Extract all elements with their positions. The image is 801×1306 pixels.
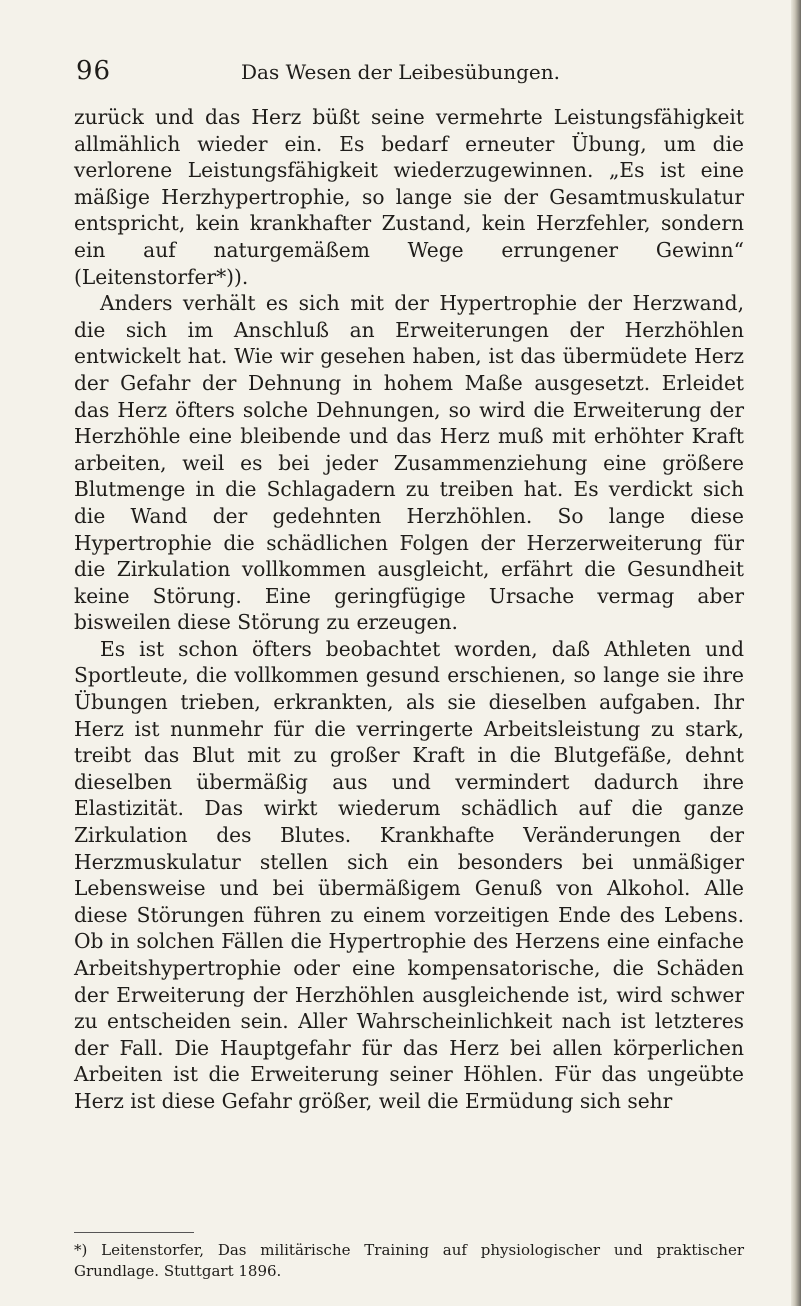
paragraph-3: Es ist schon öfters beobachtet worden, daß Athleten und Sportleute, die vollkommen gesund erschienen, so lange sie ihre Übungen trieben, erkrankten, als sie dieselben aufgaben. Ihr Herz ist nunmehr für die verringerte Arbeitsleistung zu stark, treibt das Blut mit zu großer Kraft in die Blutgefäße, dehnt dieselben übermäßig aus und vermindert dadurch ihre Elastizität. Das wirkt wiederum schädlich auf die ganze Zirkulation des Blutes. Krankhafte Veränderungen der Herzmuskulatur stellen sich ein besonders bei unmäßiger Lebensweise und bei übermäßigem Genuß von Alkohol. Alle diese Störungen führen zu einem vorzeitigen Ende des Lebens. Ob in solchen Fällen die Hypertrophie des Herzens eine einfache Arbeitshypertrophie oder eine kompensatorische, die Schäden der Erweiterung der Herzhöhlen ausgleichende ist, wird schwer zu entscheiden sein. Aller Wahrscheinlichkeit nach ist letzteres der Fall. Die Hauptgefahr für das Herz bei allen körperlichen Arbeiten ist die Erweiterung seiner Höhlen. Für das ungeübte Herz ist diese Gefahr größer, weil die Ermüdung sich sehr	[74, 636, 744, 1113]
footnote-divider	[74, 1232, 194, 1233]
paragraph-2: Anders verhält es sich mit der Hypertrophie der Herzwand, die sich im Anschluß an Erweiterungen der Herzhöhlen entwickelt hat. Wie wir gesehen haben, ist das übermüdete Herz der Gefahr der Dehnung in hohem Maße ausgesetzt. Erleidet das Herz öfters solche Dehnungen, so wird die Erweiterung der Herzhöhle eine bleibende und das Herz muß mit erhöhter Kraft arbeiten, weil es bei jeder Zusammenziehung eine größere Blutmenge in die Schlagadern zu treiben hat. Es verdickt sich die Wand der gedehnten Herzhöhlen. So lange diese Hypertrophie die schädlichen Folgen der Herzerweiterung für die Zirkulation vollkommen ausgleicht, erfährt die Gesundheit keine Störung. Eine geringfügige Ursache vermag aber bisweilen diese Störung zu erzeugen.	[74, 291, 744, 635]
running-title: Das Wesen der Leibesübungen.	[241, 60, 560, 84]
main-text	[74, 104, 744, 1115]
paragraph-1: zurück und das Herz büßt seine vermehrte Leistungsfähigkeit allmählich wieder ein. Es bedarf erneuter Übung, um die verlorene Leistungsfähigkeit wiederzugewinnen. „Es ist eine mäßige Herzhypertrophie, so lange sie der Gesamtmuskulatur entspricht, kein krankhafter Zustand, kein Herzfehler, sondern ein auf naturgemäßem Wege errungener Gewinn“ (Leitenstorfer*)).	[74, 105, 744, 289]
page-edge	[791, 0, 801, 1306]
footnote: *) Leitenstorfer, Das militärische Training auf physiologischer und praktischer Grundlage. Stuttgart 1896.	[74, 1241, 744, 1280]
page-number: 96	[76, 56, 112, 86]
